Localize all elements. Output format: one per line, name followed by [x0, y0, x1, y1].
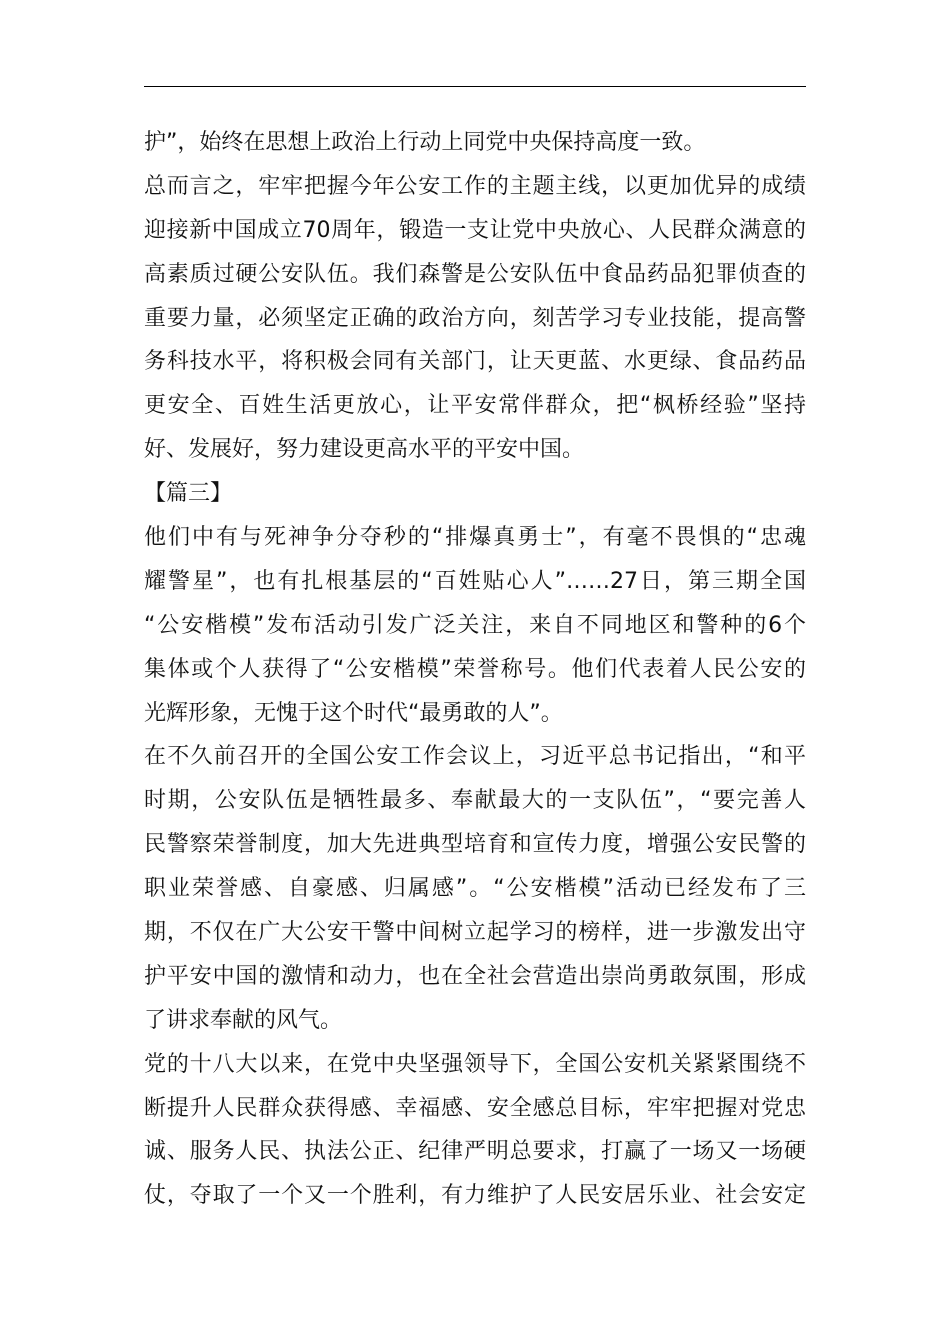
- text-line: 在不久前召开的全国公安工作会议上，习近平总书记指出，“和平: [144, 744, 806, 770]
- text-line: 集体或个人获得了“公安楷模”荣誉称号。他们代表着人民公安的: [144, 656, 806, 682]
- text-line: 党的十八大以来，在党中央坚强领导下，全国公安机关紧紧围绕不: [144, 1051, 806, 1077]
- text-line: 民警察荣誉制度，加大先进典型培育和宣传力度，增强公安民警的: [144, 832, 806, 858]
- text-line: 了讲求奉献的风气。: [144, 1007, 343, 1033]
- text-line: 好、发展好，努力建设更高水平的平安中国。: [144, 437, 585, 463]
- text-line: 光辉形象，无愧于这个时代“最勇敢的人”。: [144, 700, 563, 726]
- text-line: 职业荣誉感、自豪感、归属感”。“公安楷模”活动已经发布了三: [144, 876, 806, 902]
- text-line: 护”，始终在思想上政治上行动上同党中央保持高度一致。: [144, 130, 706, 155]
- text-line: 时期，公安队伍是牺牲最多、奉献最大的一支队伍”，“要完善人: [144, 788, 806, 814]
- text-line: 重要力量，必须坚定正确的政治方向，刻苦学习专业技能，提高警: [144, 305, 806, 331]
- text-line: 更安全、百姓生活更放心，让平安常伴群众，把“枫桥经验”坚持: [144, 393, 806, 419]
- text-line: 断提升人民群众获得感、幸福感、安全感总目标，牢牢把握对党忠: [144, 1095, 806, 1121]
- text-line: 诚、服务人民、执法公正、纪律严明总要求，打赢了一场又一场硬: [144, 1139, 806, 1165]
- text-line: 期，不仅在广大公安干警中间树立起学习的榜样，进一步激发出守: [144, 920, 806, 946]
- header-rule: [144, 86, 806, 87]
- text-line: “公安楷模”发布活动引发广泛关注，来自不同地区和警种的6个: [144, 612, 806, 638]
- text-line: 务科技水平，将积极会同有关部门，让天更蓝、水更绿、食品药品: [144, 349, 806, 375]
- text-line: 他们中有与死神争分夺秒的“排爆真勇士”，有毫不畏惧的“忠魂: [144, 525, 806, 551]
- text-line: 【篇三】: [144, 481, 233, 507]
- text-line: 总而言之，牢牢把握今年公安工作的主题主线，以更加优异的成绩: [144, 173, 806, 199]
- text-line: 护平安中国的激情和动力，也在全社会营造出崇尚勇敢氛围，形成: [144, 963, 806, 989]
- text-line: 高素质过硬公安队伍。我们森警是公安队伍中食品药品犯罪侦查的: [144, 261, 806, 287]
- body-text: [144, 121, 806, 1218]
- text-line: 仗，夺取了一个又一个胜利，有力维护了人民安居乐业、社会安定: [144, 1183, 806, 1209]
- text-line: 耀警星”，也有扎根基层的“百姓贴心人”……27日，第三期全国: [144, 568, 806, 594]
- text-line: 迎接新中国成立70周年，锻造一支让党中央放心、人民群众满意的: [144, 217, 806, 243]
